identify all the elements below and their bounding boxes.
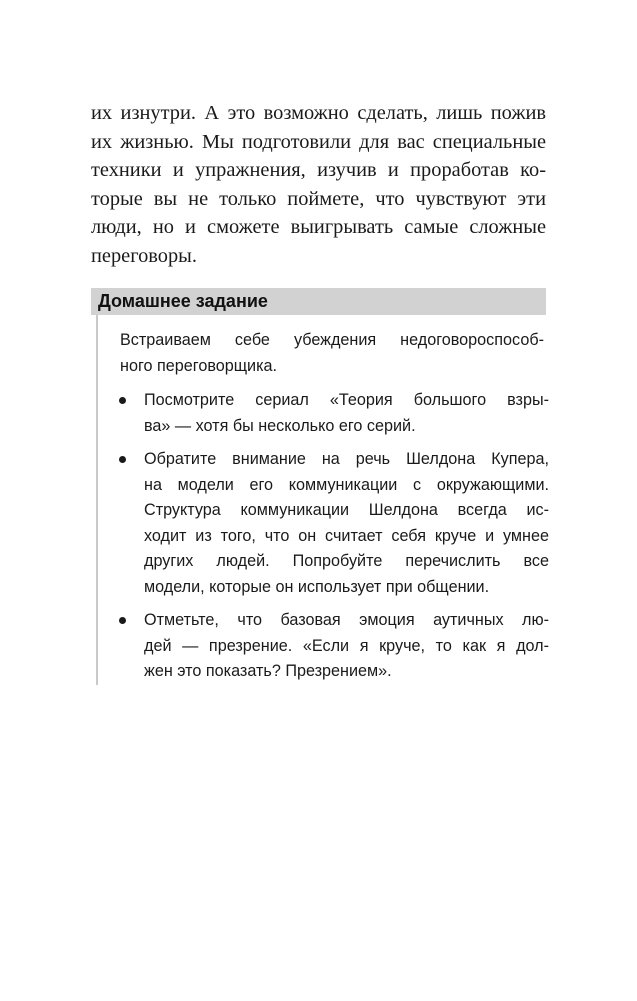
body-line: их жизнью. Мы подготовили для вас специальные xyxy=(91,130,546,153)
bullet-line: Обратите внимание на речь Шелдона Купера, xyxy=(144,450,549,468)
body-line: люди, но и сможете выигрывать самые сложные xyxy=(91,216,546,239)
bullet-icon xyxy=(119,456,126,463)
intro-line: ного переговорщика. xyxy=(120,356,278,375)
bullet-icon xyxy=(119,397,126,404)
homework-bullet-2 xyxy=(144,447,549,601)
homework-bullet-3 xyxy=(144,608,549,685)
bullet-line: других людей. Попробуйте перечислить все xyxy=(144,552,549,571)
homework-title: Домашнее задание xyxy=(98,291,268,311)
bullet-line: модели, которые он использует при общении. xyxy=(144,577,490,596)
homework-intro xyxy=(120,328,544,379)
bullet-line: Структура коммуникации Шелдона всегда ис- xyxy=(144,501,549,520)
bullet-line: ва» — хотя бы несколько его серий. xyxy=(144,416,416,435)
bullet-line: ходит из того, что он считает себя круче и умнее xyxy=(144,526,549,545)
body-line: техники и упражнения, изучив и проработав ко- xyxy=(91,159,546,182)
bullet-line: Отметьте, что базовая эмоция аутичных лю- xyxy=(144,611,549,629)
bullet-line: на модели его коммуникации с окружающими. xyxy=(144,475,549,494)
intro-line: Встраиваем себе убеждения недоговороспособ- xyxy=(120,331,544,349)
homework-left-rule xyxy=(96,315,98,685)
bullet-line: дей — презрение. «Если я круче, то как я дол- xyxy=(144,636,549,655)
body-line: переговоры. xyxy=(91,244,197,267)
body-line: торые вы не только поймете, что чувствуют эти xyxy=(91,187,546,210)
bullet-line: Посмотрите сериал «Теория большого взры- xyxy=(144,391,549,409)
body-line: их изнутри. А это возможно сделать, лишь пожив xyxy=(91,102,546,124)
homework-bullet-1 xyxy=(144,388,549,439)
bullet-line: жен это показать? Презрением». xyxy=(144,662,392,681)
body-paragraph xyxy=(91,99,546,271)
bullet-icon xyxy=(119,617,126,624)
